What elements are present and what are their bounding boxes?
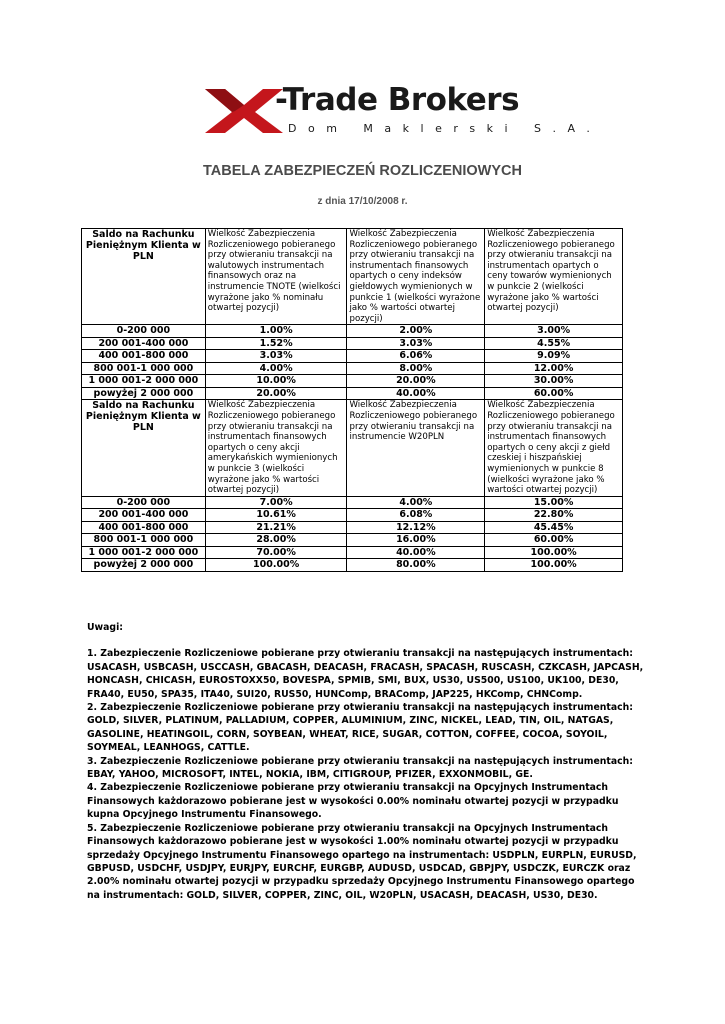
margin-value: 60.00%: [485, 387, 623, 400]
table-row: [82, 337, 623, 350]
balance-range: powyżej 2 000 000: [82, 387, 206, 400]
page-title: TABELA ZABEZPIECZEŃ ROZLICZENIOWYCH: [203, 163, 522, 179]
margin-value: 1.00%: [205, 325, 347, 338]
margin-value: 1.52%: [205, 337, 347, 350]
notes-label: Uwagi:: [87, 622, 123, 633]
note-item: 3. Zabezpieczenie Rozliczeniowe pobierane przy otwieraniu transakcji na następujących instrumentach: EBAY, YAHOO, MICROSOFT, INTEL, NOKIA, IBM, CITIGROUP, PFIZER, EXXONMOBIL, GE.: [87, 755, 633, 781]
margin-value: 100.00%: [485, 546, 623, 559]
margin-value: 30.00%: [485, 375, 623, 388]
column-header: Wielkość Zabezpieczenia Rozliczeniowego pobieranego przy otwieraniu transakcji na instrumentach finansowych opartych o ceny indeksów giełdowych wymienionych w punkcie 1 (wielkości wyrażone jako % wartości otwartej pozycji): [347, 229, 485, 325]
table-row: [82, 325, 623, 338]
table-row: [82, 521, 623, 534]
table-row: [82, 496, 623, 509]
notes-section: [87, 621, 647, 902]
margin-value: 12.12%: [347, 521, 485, 534]
margin-value: 20.00%: [347, 375, 485, 388]
balance-header: Saldo na Rachunku Pieniężnym Klienta w PLN: [82, 400, 206, 496]
balance-range: 1 000 001-2 000 000: [82, 546, 206, 559]
margin-value: 80.00%: [347, 559, 485, 572]
margin-value: 2.00%: [347, 325, 485, 338]
balance-range: 1 000 001-2 000 000: [82, 375, 206, 388]
x-logo-icon: [205, 85, 283, 137]
margin-value: 4.00%: [205, 362, 347, 375]
margin-value: 9.09%: [485, 350, 623, 363]
table-row: [82, 534, 623, 547]
table-row: [82, 362, 623, 375]
margin-value: 4.00%: [347, 496, 485, 509]
margin-value: 6.08%: [347, 509, 485, 522]
margin-value: 70.00%: [205, 546, 347, 559]
margin-value: 60.00%: [485, 534, 623, 547]
table-row: [82, 509, 623, 522]
balance-range: 400 001-800 000: [82, 521, 206, 534]
balance-range: 800 001-1 000 000: [82, 534, 206, 547]
company-logo: [205, 82, 602, 142]
column-header: Wielkość Zabezpieczenia Rozliczeniowego pobieranego przy otwieraniu transakcji na instrumentach finansowych opartych o ceny akcji amerykańskich wymienionych w punkcie 3 (wielkości wyrażone jako % wartości otwartej pozycji): [205, 400, 347, 496]
balance-range: 200 001-400 000: [82, 337, 206, 350]
margin-value: 10.61%: [205, 509, 347, 522]
margin-table: [81, 228, 623, 572]
balance-range: 200 001-400 000: [82, 509, 206, 522]
margin-value: 10.00%: [205, 375, 347, 388]
margin-value: 3.03%: [205, 350, 347, 363]
logo-subtitle: Dom Maklerski S.A.: [288, 122, 602, 135]
column-header: Wielkość Zabezpieczenia Rozliczeniowego pobieranego przy otwieraniu transakcji na instrumentach opartych o ceny towarów wymienionych w punkcie 2 (wielkości wyrażone jako % wartości otwartej pozycji): [485, 229, 623, 325]
margin-value: 8.00%: [347, 362, 485, 375]
balance-header: Saldo na Rachunku Pieniężnym Klienta w PLN: [82, 229, 206, 325]
margin-value: 40.00%: [347, 387, 485, 400]
table-row: [82, 546, 623, 559]
note-item: 4. Zabezpieczenie Rozliczeniowe pobierane przy otwieraniu transakcji na Opcyjnych Instrumentach Finansowych każdorazowo pobierane jest w wysokości 0.00% nominału otwartej pozycji w przypadku kupna Opcyjnego Instrumentu Finansowego.: [87, 782, 619, 821]
column-header: Wielkość Zabezpieczenia Rozliczeniowego pobieranego przy otwieraniu transakcji na instrumencie W20PLN: [347, 400, 485, 496]
balance-range: powyżej 2 000 000: [82, 559, 206, 572]
table-row: [82, 387, 623, 400]
note-item: 5. Zabezpieczenie Rozliczeniowe pobierane przy otwieraniu transakcji na Opcyjnych Instrumentach Finansowych każdorazowo pobierane jest w wysokości 1.00% nominału otwartej pozycji w przypadku sprzedaży Opcyjnego Instrumentu Finansowego opartego na instrumentach: USDPLN, EURPLN, EURUSD, GBPUSD, USDCHF, USDJPY, EURJPY, EURCHF, EURGBP, AUDUSD, USDCAD, GBPJPY, USDCZK, EURCZK oraz 2.00% nominału otwartej pozycji w przypadku sprzedaży Opcyjnego Instrumentu Finansowego opartego na instrumentach: GOLD, SILVER, COPPER, ZINC, OIL, W20PLN, USACASH, DEACASH, US30, DE30.: [87, 822, 637, 901]
balance-range: 0-200 000: [82, 496, 206, 509]
margin-value: 100.00%: [485, 559, 623, 572]
margin-value: 3.03%: [347, 337, 485, 350]
margin-value: 16.00%: [347, 534, 485, 547]
margin-value: 7.00%: [205, 496, 347, 509]
table-header-row: [82, 229, 623, 325]
margin-value: 15.00%: [485, 496, 623, 509]
balance-range: 400 001-800 000: [82, 350, 206, 363]
margin-value: 20.00%: [205, 387, 347, 400]
margin-value: 6.06%: [347, 350, 485, 363]
table-row: [82, 375, 623, 388]
margin-value: 22.80%: [485, 509, 623, 522]
table-header-row: [82, 400, 623, 496]
table-row: [82, 559, 623, 572]
balance-range: 800 001-1 000 000: [82, 362, 206, 375]
margin-value: 21.21%: [205, 521, 347, 534]
document-date: z dnia 17/10/2008 r.: [317, 196, 408, 207]
note-item: 2. Zabezpieczenie Rozliczeniowe pobierane przy otwieraniu transakcji na następujących instrumentach: GOLD, SILVER, PLATINUM, PALLADIUM, COPPER, ALUMINIUM, ZINC, NICKEL, LEAD, TIN, OIL, NATGAS, GASOLINE, HEATINGOIL, CORN, SOYBEAN, WHEAT, RICE, SUGAR, COTTON, COFFEE, COCOA, SOYOIL, SOYMEAL, LEANHOGS, CATTLE.: [87, 702, 633, 754]
table-row: [82, 350, 623, 363]
margin-value: 3.00%: [485, 325, 623, 338]
logo-brand-text: -Trade Brokers: [275, 82, 520, 118]
column-header: Wielkość Zabezpieczenia Rozliczeniowego pobieranego przy otwieraniu transakcji na walutowych instrumentach finansowych oraz na instrumencie TNOTE (wielkości wyrażone jako % nominału otwartej pozycji): [205, 229, 347, 325]
margin-value: 4.55%: [485, 337, 623, 350]
column-header: Wielkość Zabezpieczenia Rozliczeniowego pobieranego przy otwieraniu transakcji na instrumentach finansowych opartych o ceny akcji z giełd czeskiej i hiszpańskiej wymienionych w punkcie 8 (wielkości wyrażone jako % wartości otwartej pozycji): [485, 400, 623, 496]
margin-value: 40.00%: [347, 546, 485, 559]
margin-value: 45.45%: [485, 521, 623, 534]
margin-value: 28.00%: [205, 534, 347, 547]
note-item: 1. Zabezpieczenie Rozliczeniowe pobierane przy otwieraniu transakcji na następujących instrumentach: USACASH, USBCASH, USCCASH, GBACASH, DEACASH, FRACASH, SPACASH, RUSCASH, CZKCASH, JAPCASH, HONCASH, CHICASH, EUROSTOXX50, BOVESPA, SPMIB, SMI, BUX, US30, US500, US100, UK100, DE30, FRA40, EU50, SPA35, ITA40, SUI20, RUS50, HUNComp, BRAComp, JAP225, HKComp, CHNComp.: [87, 648, 644, 700]
balance-range: 0-200 000: [82, 325, 206, 338]
margin-value: 12.00%: [485, 362, 623, 375]
margin-value: 100.00%: [205, 559, 347, 572]
